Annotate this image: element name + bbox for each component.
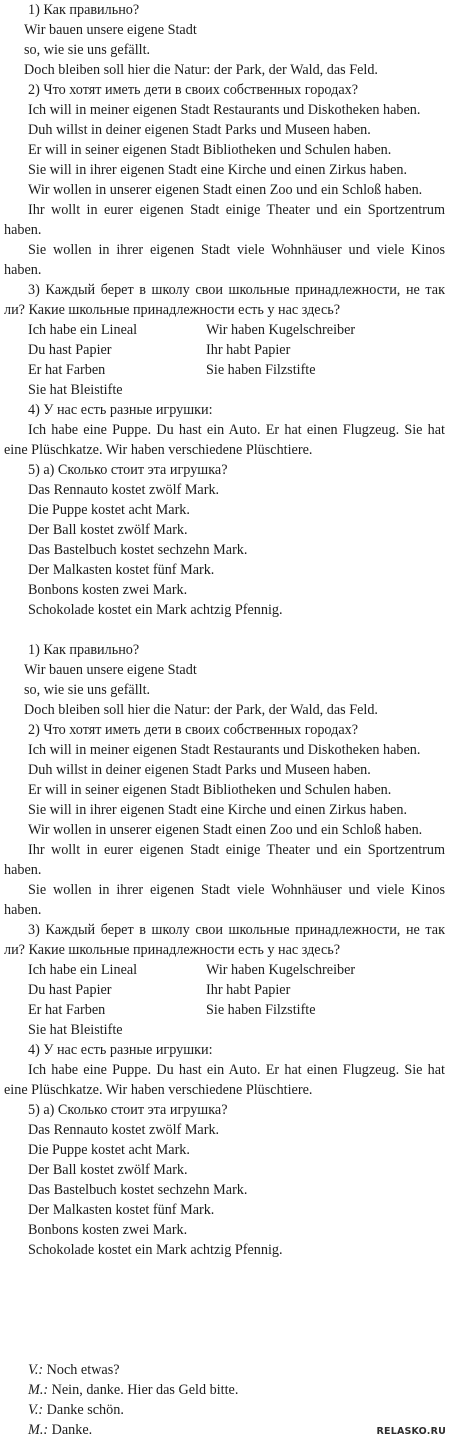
supplies-cell: Ich habe ein Lineal (28, 322, 138, 338)
supplies-row (0, 980, 450, 1000)
supplies-cell: Sie haben Filzstifte (206, 362, 316, 378)
text-line: Schokolade kostet ein Mark achtzig Pfennig. (28, 1242, 283, 1258)
text-line: Wir bauen unsere eigene Stadt (24, 662, 197, 678)
text-line: Die Puppe kostet acht Mark. (28, 502, 190, 518)
text-line: Der Malkasten kostet fünf Mark. (28, 1202, 215, 1218)
text-line: Ihr wollt in eurer eigenen Stadt einige Theater und ein Sportzentrum haben. (4, 842, 445, 878)
text-line: Die Puppe kostet acht Mark. (28, 1142, 190, 1158)
supplies-cell: Sie hat Bleistifte (28, 382, 123, 398)
paragraphs-1 (0, 0, 450, 320)
supplies-table-2 (0, 960, 450, 1040)
text-line: 2) Что хотят иметь дети в своих собственных городах? (28, 82, 359, 98)
dialog-text: Nein, danke. Hier das Geld bitte. (48, 1382, 239, 1398)
text-line: Das Rennauto kostet zwölf Mark. (28, 1122, 220, 1138)
supplies-cell: Ihr habt Papier (206, 982, 291, 998)
text-line: Schokolade kostet ein Mark achtzig Pfennig. (28, 602, 283, 618)
supplies-cell: Ihr habt Papier (206, 342, 291, 358)
text-line: 4) У нас есть разные игрушки: (28, 402, 213, 418)
dialog-speaker: V.: (28, 1362, 44, 1378)
text-line: Er will in seiner eigenen Stadt Bibliotheken und Schulen haben. (28, 782, 392, 798)
text-line: Das Bastelbuch kostet sechzehn Mark. (28, 542, 248, 558)
text-line: 4) У нас есть разные игрушки: (28, 1042, 213, 1058)
text-line: Duh willst in deiner eigenen Stadt Parks und Museen haben. (28, 762, 371, 778)
supplies-row (0, 320, 450, 340)
dialog-speaker: V.: (28, 1402, 44, 1418)
text-line: Sie will in ihrer eigenen Stadt eine Kirche und einen Zirkus haben. (28, 802, 408, 818)
paragraphs-1b (0, 400, 450, 620)
supplies-cell: Sie hat Bleistifte (28, 1022, 123, 1038)
text-line: Bonbons kosten zwei Mark. (28, 1222, 188, 1238)
text-line: Duh willst in deiner eigenen Stadt Parks und Museen haben. (28, 122, 371, 138)
text-line: Er will in seiner eigenen Stadt Bibliotheken und Schulen haben. (28, 142, 392, 158)
answer-block-2 (0, 640, 450, 1260)
text-line: Wir bauen unsere eigene Stadt (24, 22, 197, 38)
text-line: 1) Как правильно? (28, 642, 140, 658)
text-line: Sie wollen in ihrer eigenen Stadt viele Wohnhäuser und viele Kinos haben. (4, 882, 445, 918)
supplies-cell: Er hat Farben (28, 1002, 106, 1018)
supplies-cell: Du hast Papier (28, 342, 112, 358)
text-line: Wir wollen in unserer eigenen Stadt einen Zoo und ein Schloß haben. (28, 182, 423, 198)
text-line: Bonbons kosten zwei Mark. (28, 582, 188, 598)
text-line: 2) Что хотят иметь дети в своих собственных городах? (28, 722, 359, 738)
text-line: Sie will in ihrer eigenen Stadt eine Kirche und einen Zirkus haben. (28, 162, 408, 178)
supplies-cell: Sie haben Filzstifte (206, 1002, 316, 1018)
supplies-row (0, 1000, 450, 1020)
text-line: so, wie sie uns gefällt. (24, 42, 151, 58)
supplies-row (0, 360, 450, 380)
dialog-line (0, 1400, 450, 1420)
supplies-cell: Er hat Farben (28, 362, 106, 378)
dialog-line (0, 1360, 450, 1380)
supplies-cell: Wir haben Kugelschreiber (206, 322, 356, 338)
text-line: Das Bastelbuch kostet sechzehn Mark. (28, 1182, 248, 1198)
text-line: Der Ball kostet zwölf Mark. (28, 522, 188, 538)
text-line: Doch bleiben soll hier die Natur: der Park, der Wald, das Feld. (24, 62, 378, 78)
text-line: Ihr wollt in eurer eigenen Stadt einige Theater und ein Sportzentrum haben. (4, 202, 445, 238)
text-line: 3) Каждый берет в школу свои школьные принадлежности, не так ли? Какие школьные принадлежности есть у нас здесь? (4, 282, 445, 318)
text-line: 5) а) Сколько стоит эта игрушка? (28, 1102, 228, 1118)
supplies-row (0, 1020, 450, 1040)
text-line: Der Malkasten kostet fünf Mark. (28, 562, 215, 578)
text-line: Wir wollen in unserer eigenen Stadt einen Zoo und ein Schloß haben. (28, 822, 423, 838)
dialog-speaker: M.: (28, 1382, 49, 1398)
text-line: 3) Каждый берет в школу свои школьные принадлежности, не так ли? Какие школьные принадлежности есть у нас здесь? (4, 922, 445, 958)
text-line: 1) Как правильно? (28, 2, 140, 18)
text-line: Ich will in meiner eigenen Stadt Restaurants und Diskotheken haben. (28, 742, 421, 758)
dialog-text: Danke. (48, 1422, 93, 1438)
text-line: 5) а) Сколько стоит эта игрушка? (28, 462, 228, 478)
supplies-table-1 (0, 320, 450, 400)
watermark-logo: RELASKO.RU (376, 1426, 446, 1437)
dialog-text: Danke schön. (43, 1402, 124, 1418)
text-line: Ich habe eine Puppe. Du hast ein Auto. Er hat einen Flugzeug. Sie hat eine Plüschkatze. Wir haben verschiedene Plüschtiere. (4, 1062, 445, 1098)
dialog-text: Noch etwas? (43, 1362, 120, 1378)
text-line: Doch bleiben soll hier die Natur: der Park, der Wald, das Feld. (24, 702, 378, 718)
dialog-line (0, 1380, 450, 1400)
supplies-row (0, 380, 450, 400)
supplies-cell: Ich habe ein Lineal (28, 962, 138, 978)
text-line: Das Rennauto kostet zwölf Mark. (28, 482, 220, 498)
paragraphs-2b (0, 1040, 450, 1260)
text-line: Ich will in meiner eigenen Stadt Restaurants und Diskotheken haben. (28, 102, 421, 118)
supplies-cell (206, 1020, 450, 1040)
text-line: Ich habe eine Puppe. Du hast ein Auto. Er hat einen Flugzeug. Sie hat eine Plüschkatze. Wir haben verschiedene Plüschtiere. (4, 422, 445, 458)
supplies-cell: Du hast Papier (28, 982, 112, 998)
text-line: so, wie sie uns gefällt. (24, 682, 151, 698)
text-line: Der Ball kostet zwölf Mark. (28, 1162, 188, 1178)
supplies-row (0, 960, 450, 980)
supplies-cell (206, 380, 450, 400)
supplies-cell: Wir haben Kugelschreiber (206, 962, 356, 978)
dialog-speaker: M.: (28, 1422, 49, 1438)
answer-block-1 (0, 0, 450, 620)
supplies-row (0, 340, 450, 360)
text-line: Sie wollen in ihrer eigenen Stadt viele Wohnhäuser und viele Kinos haben. (4, 242, 445, 278)
paragraphs-2 (0, 640, 450, 960)
